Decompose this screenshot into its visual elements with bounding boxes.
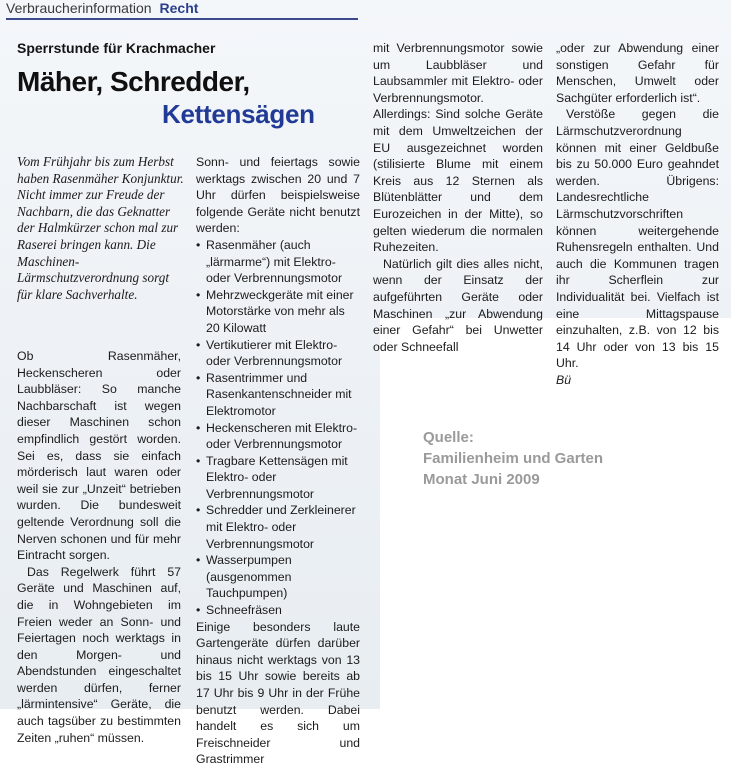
list-item: • Schneefräsen xyxy=(196,602,360,619)
column-3 xyxy=(373,40,543,355)
list-item: • Heckenscheren mit Elektro- oder Verbrennungsmotor xyxy=(196,420,360,453)
list-item: • Mehrzweckgeräte mit einer Motorstärke von mehr als 20 Kilowatt xyxy=(196,287,360,337)
paragraph: Verstöße gegen die Lärmschutzverordnung können mit einer Geldbuße bis zu 50.000 Euro geahndet werden. Übrigens: Landesrechtliche Lärmschutzvorschriften können weitergehende Ruhensregeln enthalten. Und auch die Kommunen tragen ihr Scherflein zur Individualität bei. Vielfach ist eine Mittagspause einzuhalten, z.B. von 12 bis 14 Uhr oder von 13 bis 15 Uhr. xyxy=(556,107,719,371)
source-date: Monat Juni 2009 xyxy=(423,471,540,488)
headline-line2: Kettensägen xyxy=(162,99,315,129)
section-header xyxy=(6,0,358,20)
author-initials: Bü xyxy=(556,372,572,387)
paragraph: Natürlich gilt dies alles nicht, wenn der Einsatz der aufgeführten Geräte oder Maschinen „zur Abwendung einer Gefahr“ bei Unwetter oder Schneefall xyxy=(373,256,543,354)
article-lead xyxy=(17,154,185,303)
headline-line1: Mäher, Schredder, xyxy=(17,66,250,97)
paragraph: Das Regelwerk führt 57 Geräte und Maschinen auf, die in Wohngebieten im Freien weder an Sonn- und Feiertagen noch werktags in den Morgen- und Abendstunden eingeschaltet werden dürfen, ferner „lärmintensive“ Geräte, die auch tagsüber zu bestimmten Zeiten „ruhen“ müssen. xyxy=(17,564,181,745)
list-item: • Schredder und Zerkleinerer mit Elektro- oder Verbrennungsmotor xyxy=(196,502,360,552)
source-label: Quelle: xyxy=(423,429,474,446)
device-list xyxy=(196,237,360,619)
column-1 xyxy=(17,348,181,746)
paragraph: mit Verbrennungsmotor sowie um Laubbläser und Laubsammler mit Elektro- oder Verbrennungsmotor. Allerdings: Sind solche Geräte mit dem Umweltzeichen der EU ausgezeichnet worden (stilisierte Blume mit einem Kreis aus 12 Sternen als Blütenblätter und dem Eurozeichen in der Mitte), so gelten wiederum die normalen Ruhezeiten. xyxy=(373,41,543,255)
list-item: • Vertikutierer mit Elektro- oder Verbrennungsmotor xyxy=(196,337,360,370)
list-item: • Rasentrimmer und Rasenkantenschneider mit Elektromotor xyxy=(196,370,360,420)
paragraph: Ob Rasenmäher, Heckenscheren oder Laubbläser: So manche Nachbarschaft ist wegen dieser Maschinen schon empfindlich gestört worden. Sei es, dass sie einfach mörderisch laut waren oder weil sie zur „Unzeit“ betrieben wurden. Die bundesweit geltende Verordnung soll die Nerven schonen und für mehr Eintracht sorgen. xyxy=(17,349,181,563)
source-publication: Familienheim und Garten xyxy=(423,450,604,467)
paragraph: Einige besonders laute Gartengeräte dürfen darüber hinaus nicht werktags von 13 bis 15 Uhr sowie bereits ab 17 Uhr bis 9 Uhr in der Frühe benutzt werden. Dabei handelt es sich um Freischneider und Grastrimmer xyxy=(196,619,360,767)
paragraph: Sonn- und feiertags sowie werktags zwischen 20 und 7 Uhr dürfen beispielsweise folgende Geräte nicht benutzt werden: xyxy=(196,155,360,236)
list-item: • Tragbare Kettensägen mit Elektro- oder Verbrennungsmotor xyxy=(196,453,360,503)
paragraph: „oder zur Abwendung einer sonstigen Gefahr für Menschen, Umwelt oder Sachgüter erforderlich ist“. xyxy=(556,41,719,105)
list-item: • Wasserpumpen (ausgenommen Tauchpumpen) xyxy=(196,552,360,602)
column-4 xyxy=(556,40,719,388)
list-item: • Rasenmäher (auch „lärmarme“) mit Elektro- oder Verbrennungsmotor xyxy=(196,237,360,287)
lead-text: Vom Frühjahr bis zum Herbst haben Rasenmäher Konjunktur. Nicht immer zur Freude der Nachbarn, die das Geknatter der Halmkürzer schon mal zur Raserei bringen kann. Die Maschinen-Lärmschutzverordnung sorgt für klare Sachverhalte. xyxy=(17,154,184,302)
source-note xyxy=(423,427,683,490)
section-label: Verbraucherinformation xyxy=(6,0,152,16)
article-kicker: Sperrstunde für Krachmacher xyxy=(17,40,216,56)
subsection-label: Recht xyxy=(159,0,199,16)
column-2 xyxy=(196,154,360,768)
